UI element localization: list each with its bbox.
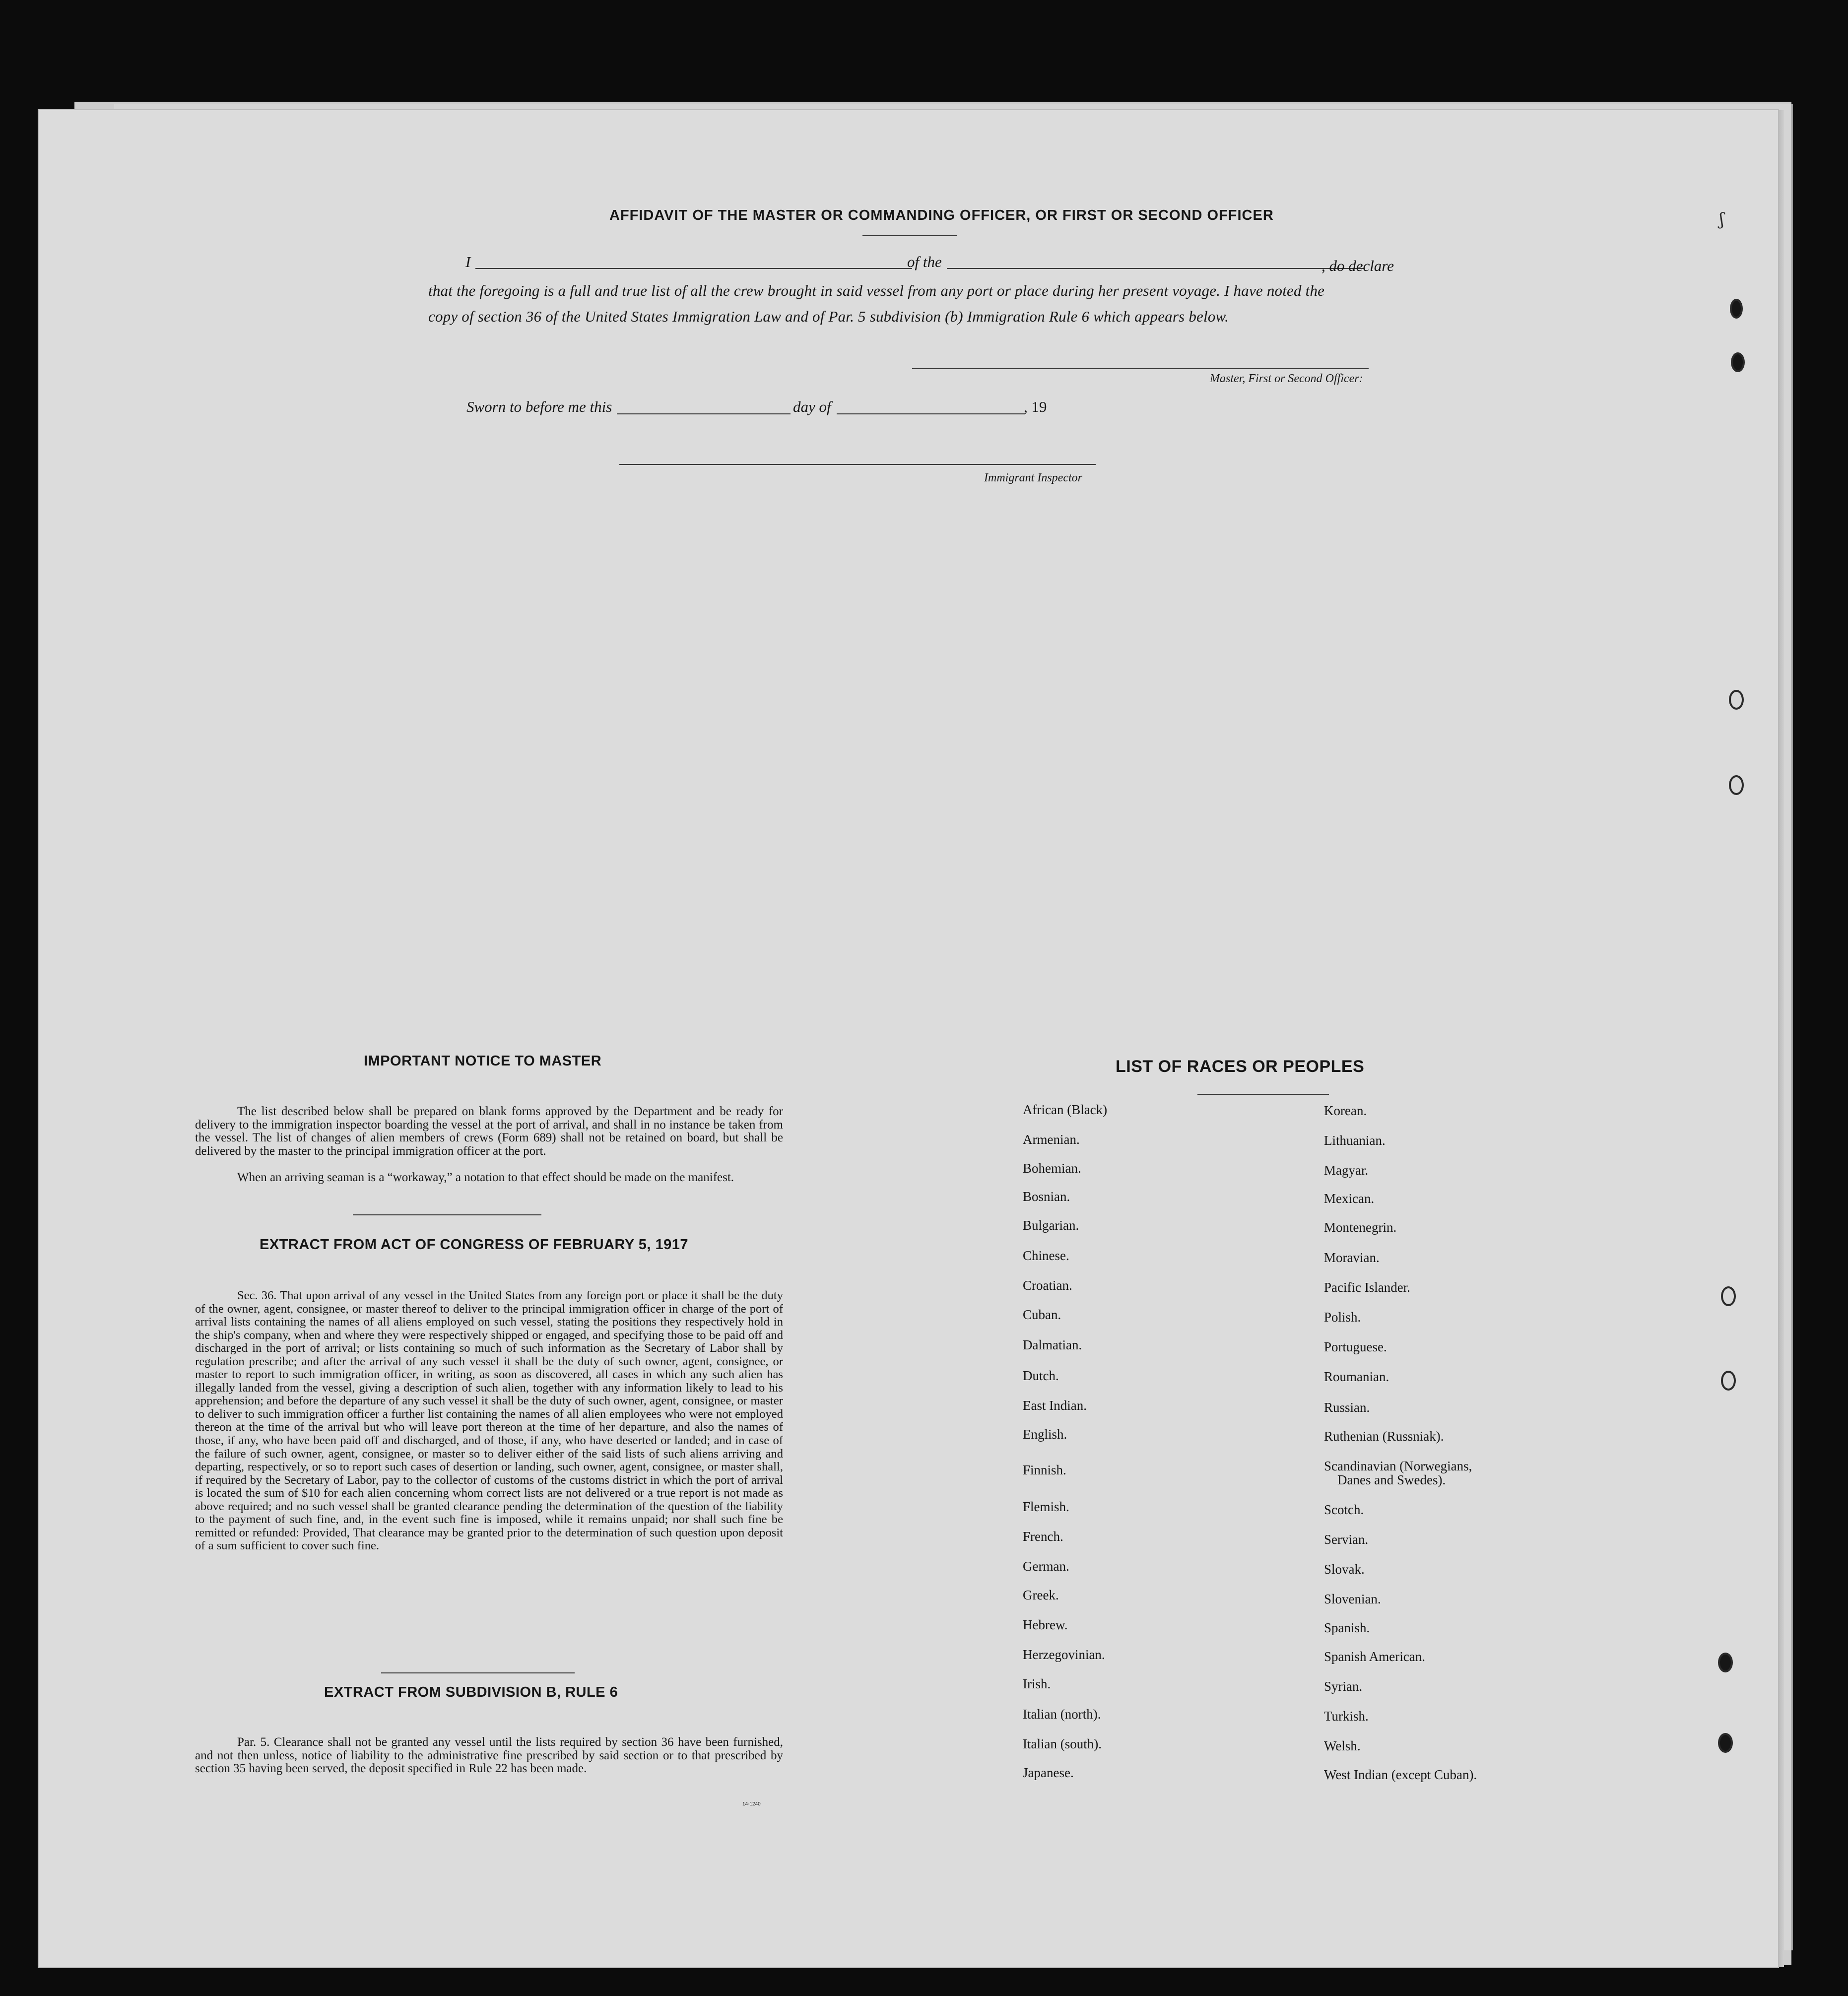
race-item: Finnish. bbox=[1023, 1463, 1066, 1477]
race-item: Mexican. bbox=[1324, 1191, 1375, 1206]
race-item: Japanese. bbox=[1023, 1765, 1074, 1780]
master-signature-line bbox=[912, 368, 1369, 369]
binder-hole bbox=[1730, 299, 1743, 319]
act-divider bbox=[381, 1672, 575, 1673]
inspector-label: Immigrant Inspector bbox=[984, 471, 1082, 484]
month-blank-line bbox=[837, 413, 1025, 414]
affidavit-line-3: copy of section 36 of the United States Immigration Law and of Par. 5 subdivision (b) Immigration Rule 6 which appears below. bbox=[428, 308, 1229, 325]
notice-paragraph-2: When an arriving seaman is a “workaway,” a notation to that effect should be made on the manifest. bbox=[237, 1171, 734, 1184]
rule-extract-title: EXTRACT FROM SUBDIVISION B, RULE 6 bbox=[324, 1684, 618, 1700]
race-item: Chinese. bbox=[1023, 1248, 1069, 1263]
race-item: Polish. bbox=[1324, 1310, 1361, 1325]
affidavit-line-2: that the foregoing is a full and true list of all the crew brought in said vessel from any port or place during her present voyage. I have noted the bbox=[428, 282, 1325, 299]
binder-hole bbox=[1721, 1286, 1736, 1306]
race-item: Syrian. bbox=[1324, 1679, 1363, 1694]
binder-hole bbox=[1718, 1733, 1733, 1753]
act-extract-title: EXTRACT FROM ACT OF CONGRESS OF FEBRUARY 5, 1917 bbox=[260, 1237, 689, 1253]
race-item: Korean. bbox=[1324, 1103, 1367, 1118]
race-item: Montenegrin. bbox=[1324, 1220, 1397, 1235]
race-item: Spanish. bbox=[1324, 1620, 1370, 1635]
act-extract-text: Sec. 36. That upon arrival of any vessel in the United States from any foreign port or place it shall be the duty of the owner, agent, consignee, or master thereof to deliver to the principal immigration officer in charge of the port of arrival lists containing the names of all aliens employed on such vessel, stating the positions they respectively hold in the ship's company, when and where they were respectively shipped or engaged, and specifying those to be paid off and discharged in the port of arrival; or lists containing so much of such information as the Secretary of Labor shall by regulation prescribe; and after the arrival of any such vessel it shall be the duty of such owner, agent, consignee, or master to report to such immigration officer, in writing, as soon as discovered, all cases in which any such alien has illegally landed from the vessel, giving a description of such alien, together with any information likely to lead to his apprehension; and before the departure of any such vessel it shall be the duty of such owner, agent, consignee, or master to deliver to such immigration officer a further list containing the names of all alien employees who were not employed thereon at the time of the arrival but who will leave port thereon at the time of her departure, and also the names of those, if any, who have been paid off and discharged, and of those, if any, who have deserted or landed; and in case of the failure of such owner, agent, consignee, or master so to deliver either of the said lists of such aliens arriving and departing, respectively, or so to report such cases of desertion or landing, such owner, agent, consignee, or master shall, if required by the Secretary of Labor, pay to the collector of customs of the customs district in which the port of arrival is located the sum of $10 for each alien concerning whom correct lists are not delivered or a true report is not made as above required; and no such vessel shall be granted clearance pending the determination of the question of the liability to the payment of such fine, and, in the event such fine is imposed, while it remains unpaid; nor shall such fine be remitted or refunded: Provided, That clearance may be granted prior to the determination of such question upon deposit of a sum sufficient to cover such fine. bbox=[195, 1289, 783, 1553]
race-item: Dalmatian. bbox=[1023, 1337, 1082, 1352]
sworn-before-text: Sworn to before me this bbox=[466, 398, 612, 415]
day-blank-line bbox=[617, 413, 791, 414]
race-item: Servian. bbox=[1324, 1532, 1369, 1547]
race-item: Bulgarian. bbox=[1023, 1218, 1079, 1233]
binder-hole bbox=[1731, 352, 1745, 372]
race-item: Bohemian. bbox=[1023, 1161, 1081, 1176]
race-item: Moravian. bbox=[1324, 1250, 1380, 1265]
race-item: Dutch. bbox=[1023, 1368, 1059, 1383]
affidavit-i: I bbox=[465, 253, 471, 270]
race-item: French. bbox=[1023, 1529, 1063, 1544]
race-item: West Indian (except Cuban). bbox=[1324, 1767, 1477, 1782]
form-code: 14-1240 bbox=[742, 1801, 761, 1807]
notice-paragraph-1: The list described below shall be prepared on blank forms approved by the Department and be ready for delivery to the immigration inspector boarding the vessel at the port of arrival, and shall in no instance be taken from the vessel. The list of changes of alien members of crews (Form 689) shall not be retained on board, but shall be delivered by the master to the principal immigration officer at the port. bbox=[195, 1105, 783, 1158]
race-item: East Indian. bbox=[1023, 1398, 1087, 1413]
binder-hole bbox=[1729, 690, 1744, 710]
race-item: Slovenian. bbox=[1324, 1592, 1381, 1606]
inspector-signature-line bbox=[619, 464, 1096, 465]
race-item: African (Black) bbox=[1023, 1102, 1108, 1117]
race-item: Scotch. bbox=[1324, 1502, 1364, 1517]
race-item: Ruthenian (Russniak). bbox=[1324, 1429, 1444, 1444]
margin-mark: ʃ bbox=[1719, 209, 1724, 229]
notice-divider bbox=[353, 1214, 541, 1215]
races-title: LIST OF RACES OR PEOPLES bbox=[1116, 1057, 1365, 1076]
race-item: Welsh. bbox=[1324, 1738, 1361, 1753]
day-of-text: day of bbox=[793, 398, 831, 415]
race-item: Herzegovinian. bbox=[1023, 1647, 1105, 1662]
vessel-blank-line bbox=[947, 268, 1364, 269]
race-item: Turkish. bbox=[1324, 1709, 1369, 1724]
race-item: Bosnian. bbox=[1023, 1189, 1070, 1204]
race-item: Scandinavian (Norwegians, bbox=[1324, 1459, 1472, 1473]
race-item: Pacific Islander. bbox=[1324, 1280, 1410, 1295]
race-item: Danes and Swedes). bbox=[1337, 1472, 1446, 1487]
rule-extract-text: Par. 5. Clearance shall not be granted any vessel until the lists required by section 36 have been furnished, and not then unless, notice of liability to the administrative fine prescribed by said section or to that prescribed by section 35 having been served, the deposit specified in Rule 22 has been made. bbox=[195, 1735, 783, 1776]
race-item: Italian (north). bbox=[1023, 1707, 1101, 1722]
race-item: Greek. bbox=[1023, 1588, 1059, 1602]
race-item: Flemish. bbox=[1023, 1499, 1069, 1514]
manifest-page bbox=[39, 110, 1778, 1967]
race-item: German. bbox=[1023, 1559, 1069, 1574]
race-item: English. bbox=[1023, 1427, 1067, 1442]
page-edge bbox=[1778, 110, 1784, 1967]
race-item: Cuban. bbox=[1023, 1307, 1061, 1322]
races-divider bbox=[1197, 1094, 1329, 1095]
race-item: Croatian. bbox=[1023, 1278, 1072, 1293]
race-item: Roumanian. bbox=[1324, 1369, 1389, 1384]
race-item: Italian (south). bbox=[1023, 1736, 1102, 1751]
race-item: Irish. bbox=[1023, 1676, 1051, 1691]
race-item: Armenian. bbox=[1023, 1132, 1080, 1147]
binder-hole bbox=[1718, 1653, 1733, 1672]
race-item: Russian. bbox=[1324, 1400, 1370, 1415]
title-divider bbox=[862, 235, 957, 236]
race-item: Slovak. bbox=[1324, 1562, 1365, 1577]
binder-hole bbox=[1721, 1371, 1736, 1391]
race-item: Hebrew. bbox=[1023, 1617, 1068, 1632]
affidavit-of-the: of the bbox=[907, 253, 942, 270]
affidavit-declare: , do declare bbox=[1321, 257, 1394, 274]
year-prefix: , 19 bbox=[1024, 398, 1047, 415]
notice-title: IMPORTANT NOTICE TO MASTER bbox=[364, 1053, 602, 1069]
race-item: Spanish American. bbox=[1324, 1649, 1425, 1664]
race-item: Lithuanian. bbox=[1324, 1133, 1386, 1148]
master-signature-label: Master, First or Second Officer: bbox=[1210, 372, 1363, 385]
affidavit-title: AFFIDAVIT OF THE MASTER OR COMMANDING OFFICER, OR FIRST OR SECOND OFFICER bbox=[609, 207, 1274, 223]
name-blank-line bbox=[475, 268, 912, 269]
race-item: Portuguese. bbox=[1324, 1339, 1387, 1354]
binder-hole bbox=[1729, 775, 1744, 795]
race-item: Magyar. bbox=[1324, 1163, 1369, 1178]
